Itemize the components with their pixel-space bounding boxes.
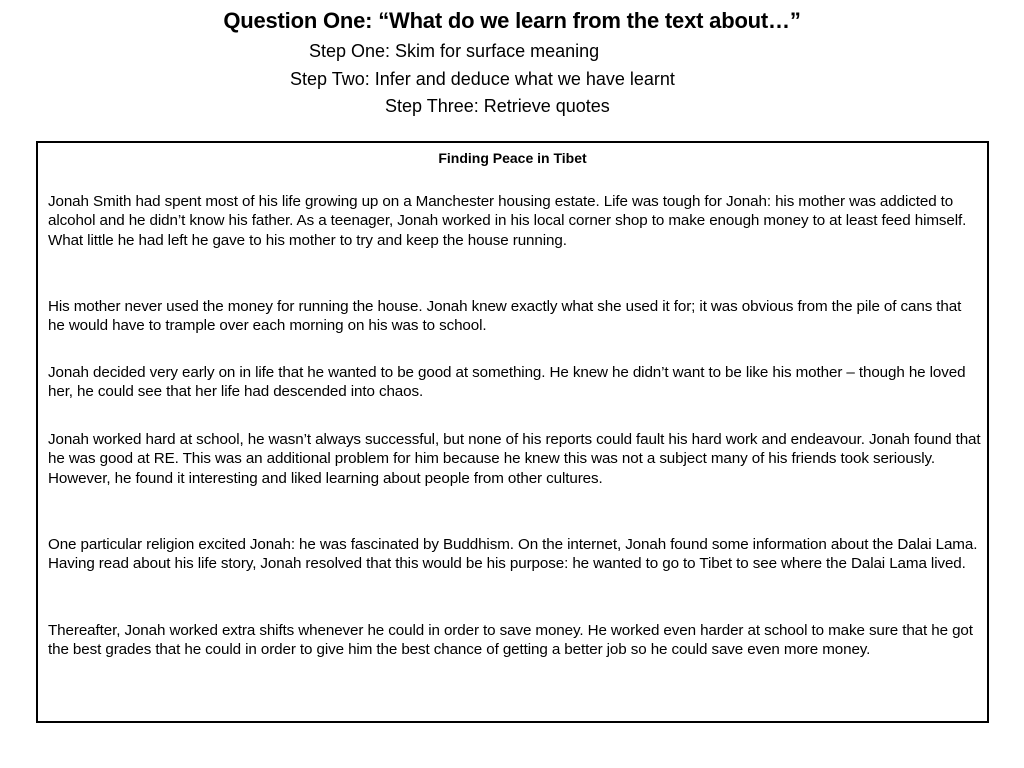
passage-paragraph-6: Thereafter, Jonah worked extra shifts whenever he could in order to save money. He worked even harder at school to make sure that he got the best grades that he could in order to give him the best chance of getting a better job so he could save even more money. [48,622,973,659]
step-two: Step Two: Infer and deduce what we have learnt [290,69,675,89]
passage-box [36,141,989,723]
question-header [0,0,1024,130]
passage-paragraph-1: Jonah Smith had spent most of his life growing up on a Manchester housing estate. Life was tough for Jonah: his mother was addicted to alcohol and he didn’t know his father. As a teenager, Jonah worked in his local corner shop to make enough money to at least feed himself. What little he had left he gave to his mother to try and keep the house running. [48,193,967,249]
question-title: Question One: “What do we learn from the text about…” [223,8,801,33]
passage-paragraph-4: Jonah worked hard at school, he wasn’t always successful, but none of his reports could fault his hard work and endeavour. Jonah found that he was good at RE. This was an additional problem for him because he knew this was not a subject many of his friends took seriously. However, he found it interesting and liked learning about people from other cultures. [48,431,981,487]
passage-title: Finding Peace in Tibet [438,150,587,166]
passage-paragraph-2: His mother never used the money for running the house. Jonah knew exactly what she used it for; it was obvious from the pile of cans that he would have to trample over each morning on his was to school. [48,298,962,335]
passage-paragraph-3: Jonah decided very early on in life that he wanted to be good at something. He knew he didn’t want to be like his mother – though he loved her, he could see that her life had descended into chaos. [48,364,966,401]
passage-paragraph-5: One particular religion excited Jonah: he was fascinated by Buddhism. On the internet, Jonah found some information about the Dalai Lama. Having read about his life story, Jonah resolved that this would be his purpose: he wanted to go to Tibet to see where the Dalai Lama lived. [48,536,978,573]
step-three: Step Three: Retrieve quotes [385,96,610,116]
step-one: Step One: Skim for surface meaning [309,41,600,61]
